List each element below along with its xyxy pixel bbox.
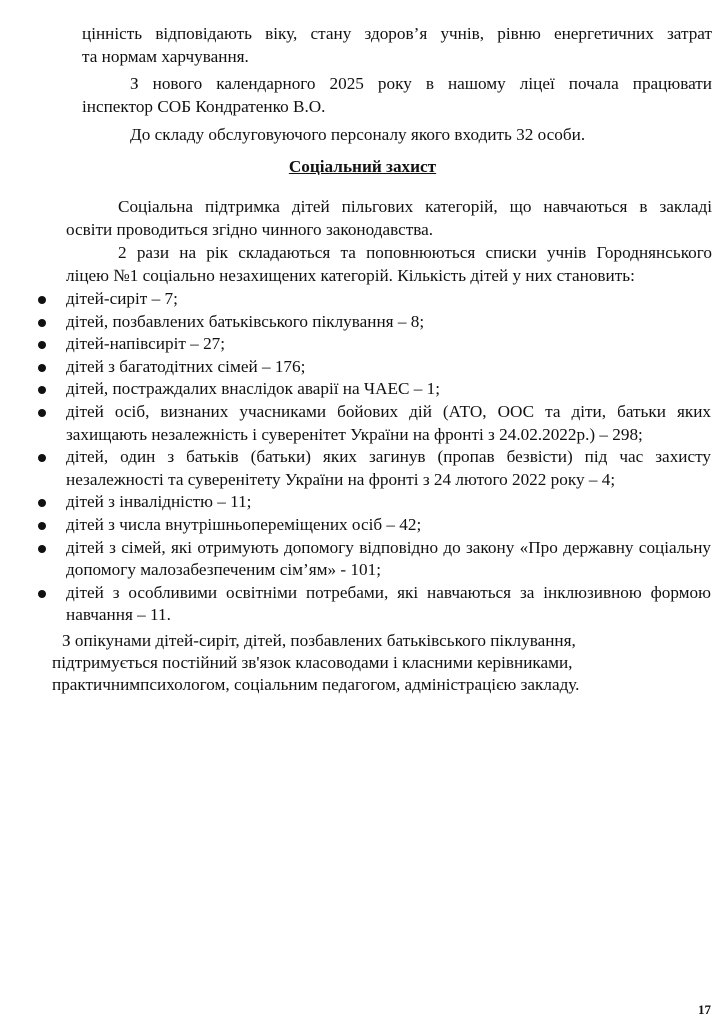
bullet-icon [38,364,46,372]
social-categories-list [0,288,725,627]
closing-line-2: підтримується постійний зв'язок класоводами і класними керівниками, [52,653,573,672]
section-paragraph-2-line-2: ліцею №1 соціально незахищених категорій. Кількість дітей у них становить: [66,266,635,285]
list-item [0,514,725,537]
section-paragraph-1-line-2: освіти проводиться згідно чинного законодавства. [66,220,434,239]
list-item-text: дітей осіб, визнаних учасниками бойових дій (АТО, ООС та діти, батьки яких захищають незалежність і суверенітет України на фронті з 24.02.2022р.) – 298; [66,401,711,444]
closing-line-1: З опікунами дітей-сиріт, дітей, позбавлених батьківського піклування, [62,631,576,650]
list-item [0,333,725,356]
bullet-icon [38,454,46,462]
list-item [0,311,725,334]
list-item-text: дітей з числа внутрішньопереміщених осіб – 42; [66,514,422,534]
list-item-text: дітей, постраждалих внаслідок аварії на ЧАЕС – 1; [66,379,441,399]
bullet-icon [38,341,46,349]
bullet-icon [38,296,46,304]
list-item-text: дітей, один з батьків (батьки) яких загинув (пропав безвісти) під час захисту незалежності та суверенітету України на фронті з 24 лютого 2022 року – 4; [66,447,711,489]
list-item [0,401,725,446]
bullet-icon [38,499,46,507]
list-item [0,288,725,311]
intro-paragraph-2-line-2: інспектор СОБ Кондратенко В.О. [82,97,326,116]
intro-line-1: цінність відповідають віку, стану здоров’я учнів, рівню енергетичних затрат [82,24,712,43]
list-item-text: дітей з багатодітних сімей – 176; [66,356,306,376]
intro-line-2: та нормам харчування. [82,47,249,66]
intro-paragraph-2-line-1: З нового календарного 2025 року в нашому ліцеї почала працювати [130,74,712,93]
list-item [0,582,725,627]
list-item-text: дітей-напівсиріт – 27; [66,334,226,354]
bullet-icon [38,319,46,327]
list-item-text: дітей з сімей, які отримують допомогу відповідно до закону «Про державну соціальну допомогу малозабезпеченим сім’ям» - 101; [66,537,711,580]
bullet-icon [38,522,46,530]
section-paragraph-1-line-1: Соціальна підтримка дітей пільгових категорій, що навчаються в закладі [118,197,712,216]
list-item [0,537,725,582]
list-item [0,378,725,401]
bullet-icon [38,386,46,394]
page-number: 17 [698,1002,711,1017]
intro-paragraph-3: До складу обслуговуючого персоналу якого входить 32 особи. [130,125,586,144]
list-item-text: дітей-сиріт – 7; [66,289,178,308]
list-item [0,446,725,491]
bullet-icon [38,545,46,553]
list-item-text: дітей з особливими освітніми потребами, які навчаються за інклюзивною формою навчання – 11. [66,582,711,625]
list-item-text: дітей з інвалідністю – 11; [66,492,252,512]
section-paragraph-2-line-1: 2 рази на рік складаються та поповнюються списки учнів Городнянського [118,243,712,262]
bullet-icon [38,409,46,417]
closing-line-3: практичнимпсихологом, соціальним педагогом, адміністрацією закладу. [52,675,580,694]
list-item [0,491,725,514]
list-item-text: дітей, позбавлених батьківського піклування – 8; [66,311,425,331]
list-item [0,356,725,379]
bullet-icon [38,590,46,598]
section-title: Соціальний захист [288,157,437,176]
